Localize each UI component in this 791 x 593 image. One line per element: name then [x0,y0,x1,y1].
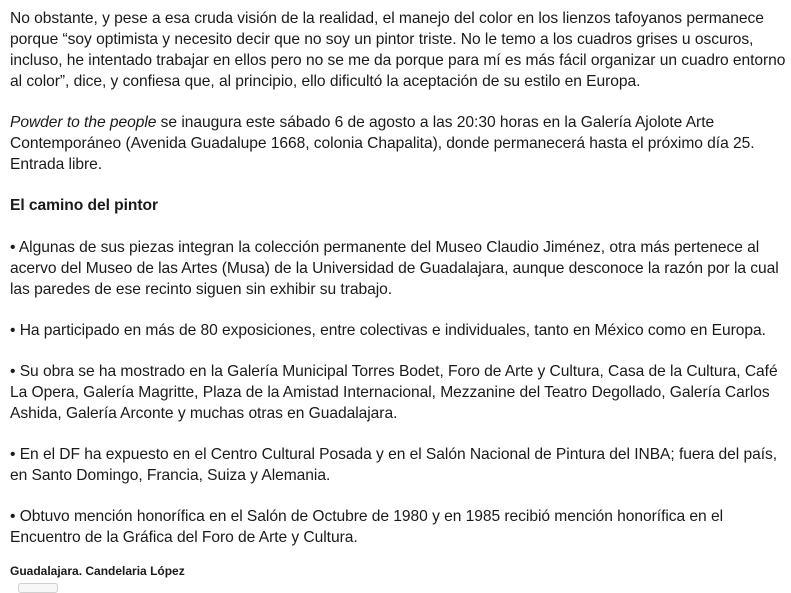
paragraph-color-vision: No obstante, y pese a esa cruda visión de la realidad, el manejo del color en los lienzos tafoyanos permanece porque “soy optimista y necesito decir que no soy un pintor triste. No le temo a los cuadros grises u oscuros, incluso, he intentado trabajar en ellos pero no se me da porque para mí es más fácil organizar un cuadro entorno al color”, dice, y confiesa que, al principio, ello dificultó la aceptación de su estilo en Europa. [10,10,786,90]
bullet-honors: • Obtuvo mención honorífica en el Salón de Octubre de 1980 y en 1985 recibió mención honorífica en el Encuentro de la Gráfica del Foro de Arte y Cultura. [10,508,723,546]
exhibition-title: Powder to the people [10,114,157,131]
share-widget-partial[interactable] [18,583,58,593]
byline: Guadalajara. Candelaria López [10,564,185,578]
bullet-df-abroad: • En el DF ha expuesto en el Centro Cultural Posada y en el Salón Nacional de Pintura del INBA; fuera del país, en Santo Domingo, Francia, Suiza y Alemania. [10,446,778,484]
bullet-venues-guadalajara: • Su obra se ha mostrado en la Galería Municipal Torres Bodet, Foro de Arte y Cultura, Casa de la Cultura, Café La Opera, Galería Magritte, Plaza de la Amistad Internacional, Mezzanine del Teatro Degollado, Galería Carlos Ashida, Galería Arconte y muchas otras en Guadalajara. [10,363,778,422]
article-body [10,8,786,568]
section-heading: El camino del pintor [10,197,159,214]
bullet-collections: • Algunas de sus piezas integran la colección permanente del Museo Claudio Jiménez, otra más pertenece al acervo del Museo de las Artes (Musa) de la Universidad de Guadalajara, aunque desconoce la razón por la cual las paredes de ese recinto siguen sin exhibir su trabajo. [10,239,779,298]
paragraph-exhibition-info [10,112,786,175]
bullet-exhibitions-count: • Ha participado en más de 80 exposiciones, entre colectivas e individuales, tanto en México como en Europa. [10,322,766,339]
exhibition-details: se inaugura este sábado 6 de agosto a las 20:30 horas en la Galería Ajolote Arte Contemporáneo (Avenida Guadalupe 1668, colonia Chapalita), donde permanecerá hasta el próximo día 25. Entrada libre. [10,114,755,173]
